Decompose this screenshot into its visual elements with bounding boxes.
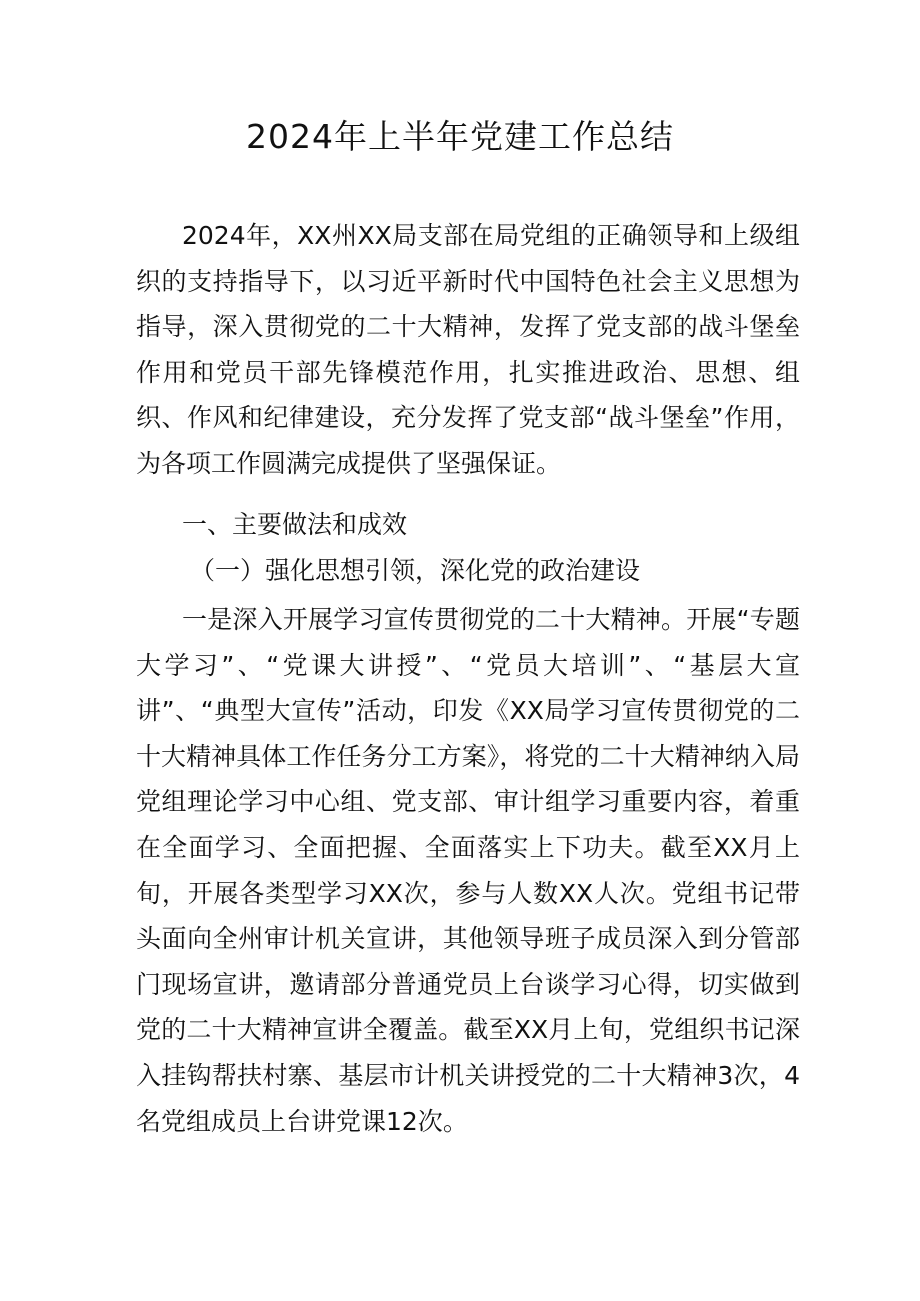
subsection-heading: （一）强化思想引领，深化党的政治建设 bbox=[190, 556, 641, 585]
intro-paragraph: 2024年，XX州XX局支部在局党组的正确领导和上级组织的支持指导下，以习近平新时代中国特色社会主义思想为指导，深入贯彻党的二十大精神，发挥了党支部的战斗堡垒作用和党员干部先锋模范作用，扎实推进政治、思想、组织、作风和纪律建设，充分发挥了党支部“战斗堡垒”作用，为各项工作圆满完成提供了坚强保证。 bbox=[136, 221, 800, 478]
detail-paragraph: 一是深入开展学习宣传贯彻党的二十大精神。开展“专题大学习”、“党课大讲授”、“党员大培训”、“基层大宣讲”、“典型大宣传”活动，印发《XX局学习宣传贯彻党的二十大精神具体工作任务分工方案》，将党的二十大精神纳入局党组理论学习中心组、党支部、审计组学习重要内容，着重在全面学习、全面把握、全面落实上下功夫。截至XX月上旬，开展各类型学习XX次，参与人数XX人次。党组书记带头面向全州审计机关宣讲，其他领导班子成员深入到分管部门现场宣讲，邀请部分普通党员上台谈学习心得，切实做到党的二十大精神宣讲全覆盖。截至XX月上旬，党组织书记深入挂钩帮扶村寨、基层市计机关讲授党的二十大精神3次，4名党组成员上台讲党课12次。 bbox=[136, 605, 800, 1136]
document-title: 2024年上半年党建工作总结 bbox=[246, 117, 674, 156]
section-heading: 一、主要做法和成效 bbox=[182, 510, 408, 539]
